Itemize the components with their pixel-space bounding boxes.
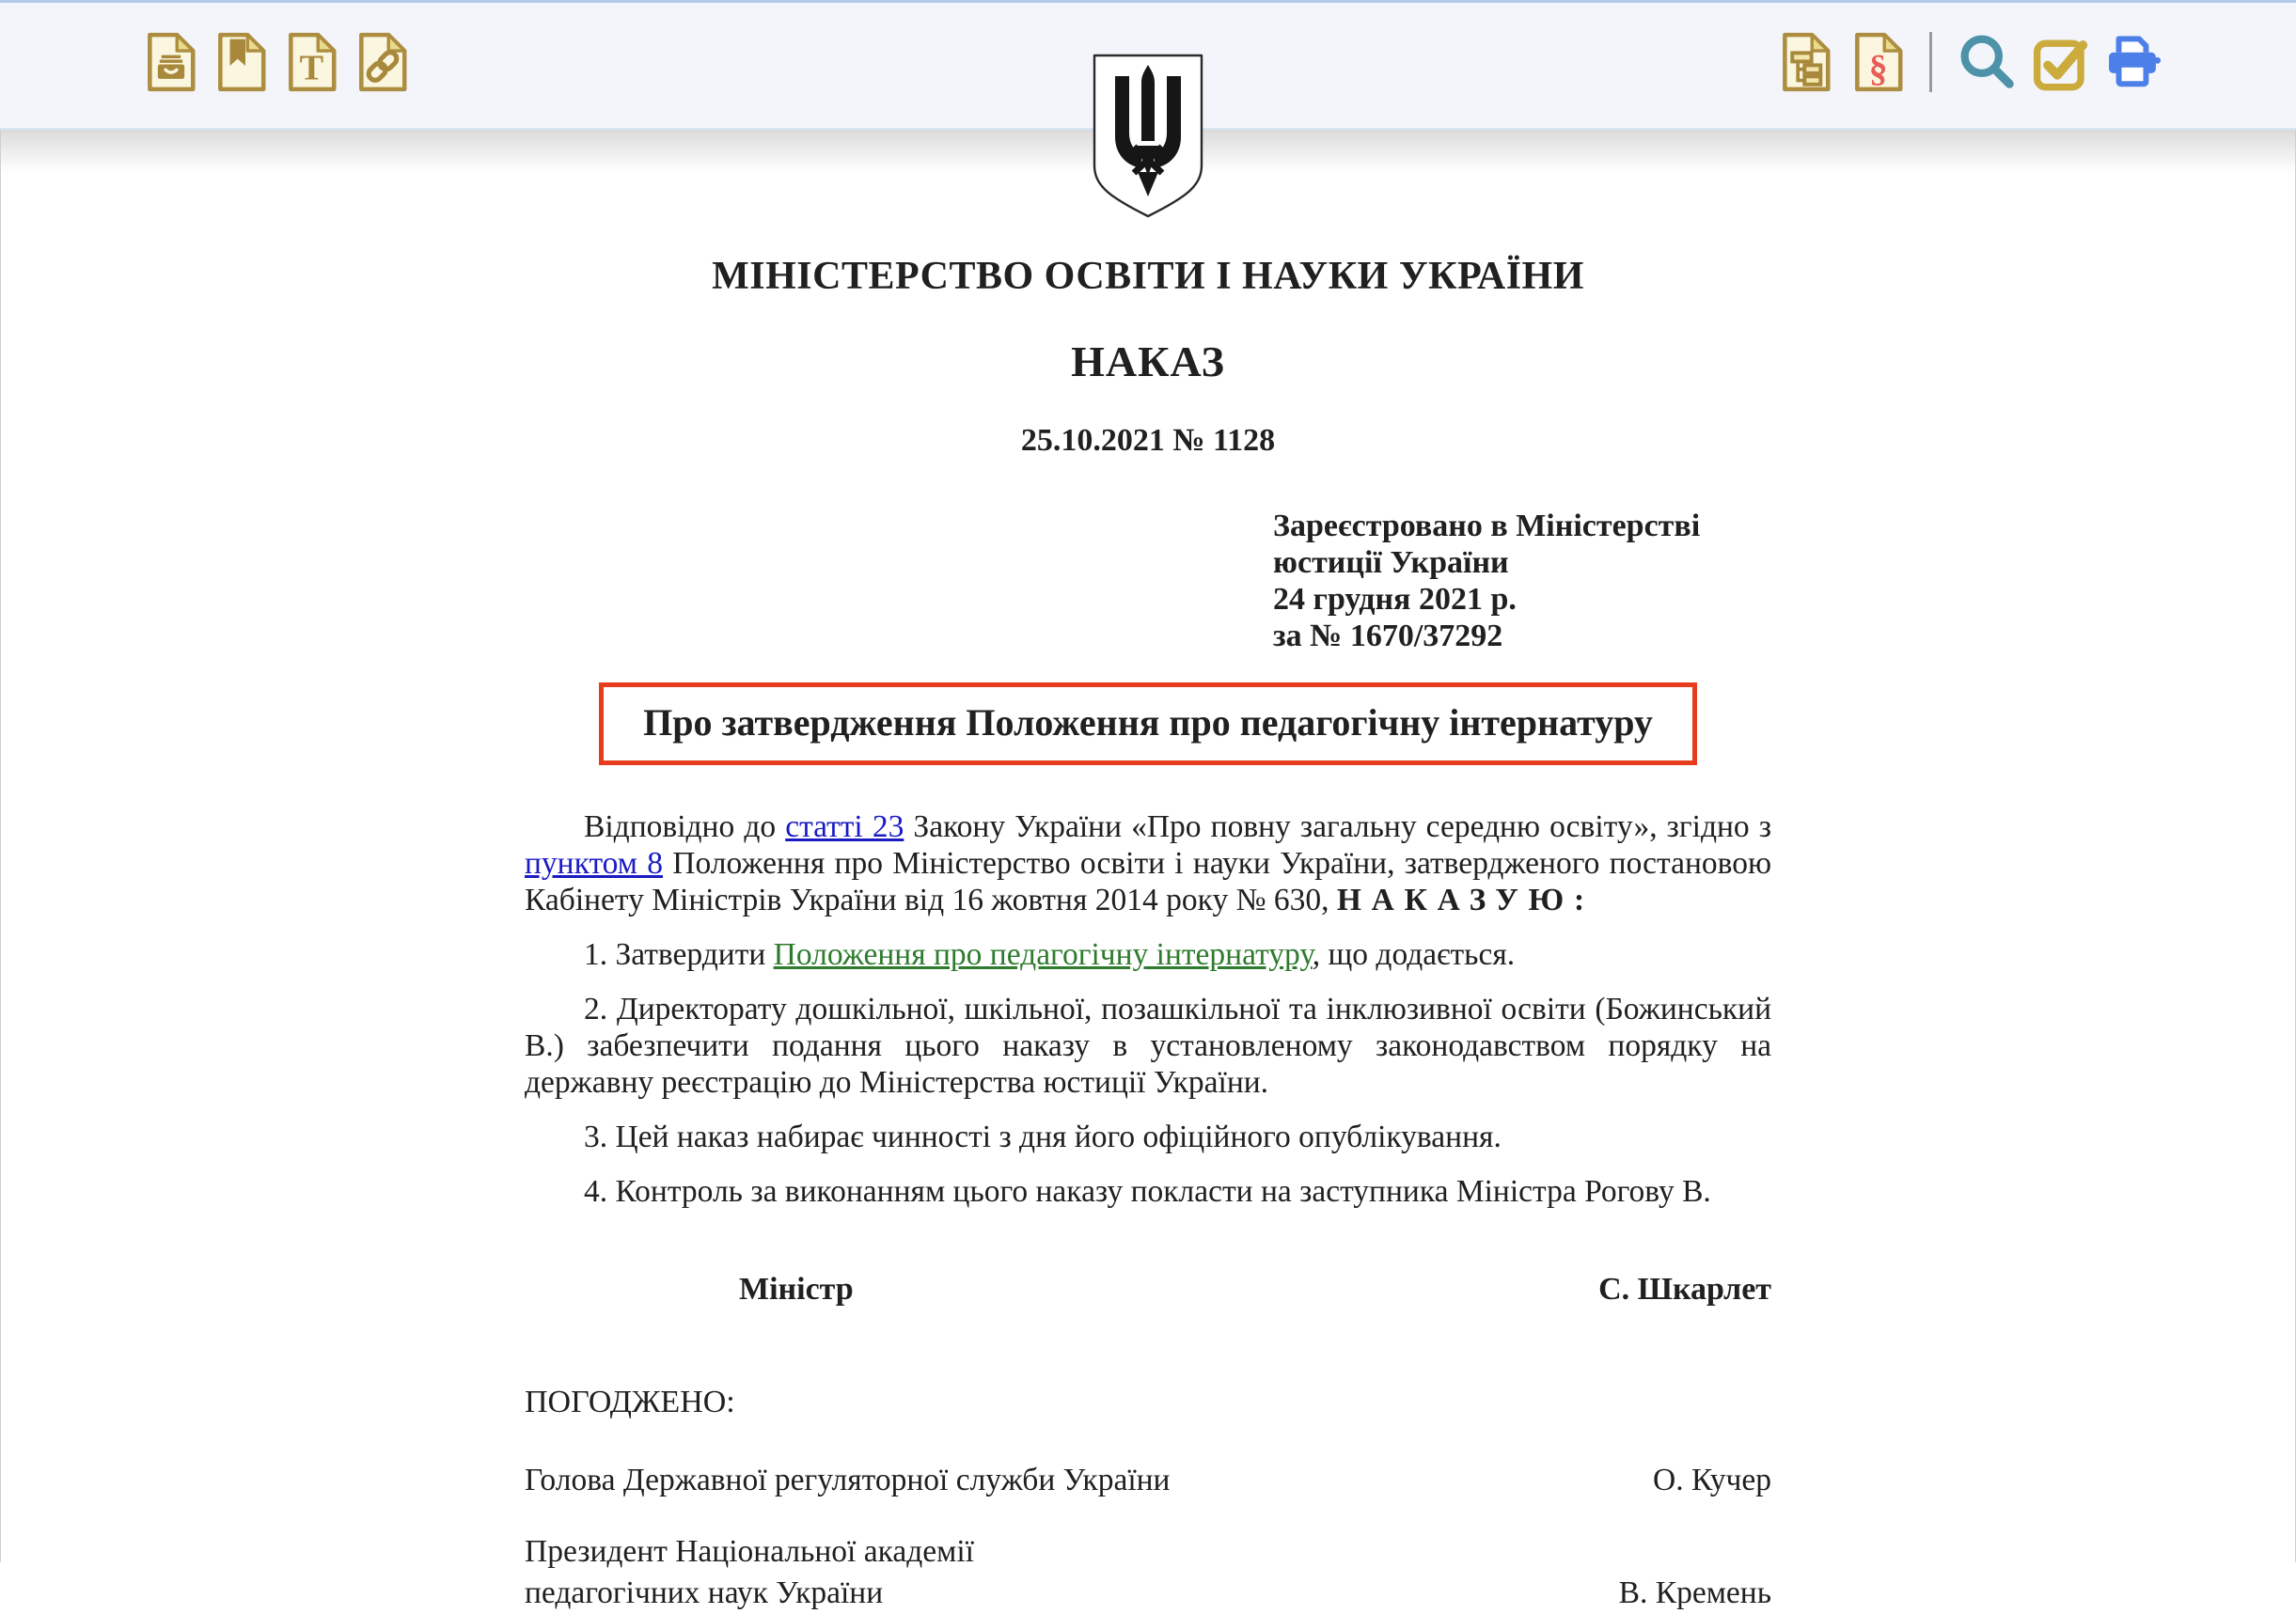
document-title-highlight-box xyxy=(599,682,1697,765)
search-icon[interactable] xyxy=(1956,30,2020,94)
link-article-23[interactable]: статті 23 xyxy=(785,809,904,844)
signature-row xyxy=(525,1531,1771,1614)
signer-title-line: Президент Національної академії xyxy=(525,1534,974,1569)
minister-signature-row xyxy=(525,1272,1771,1308)
registration-line: Зареєстровано в Міністерстві xyxy=(1273,509,1701,543)
registration-line: юстиції України xyxy=(1273,545,1509,580)
paragraph-preamble xyxy=(525,808,1771,918)
registration-line: 24 грудня 2021 р. xyxy=(1273,582,1517,617)
paragraph-text: 1. Затвердити xyxy=(584,937,774,972)
document-date-number: 25.10.2021 № 1128 xyxy=(1020,423,1276,458)
order-word: НАКАЗУЮ: xyxy=(1336,883,1595,917)
paragraph-item-1 xyxy=(525,936,1771,973)
agreed-label: ПОГОДЖЕНО: xyxy=(525,1385,735,1419)
minister-name: С. Шкарлет xyxy=(1598,1272,1771,1307)
text-document-icon[interactable] xyxy=(280,30,344,94)
signature-row xyxy=(525,1460,1771,1501)
bookmark-document-icon[interactable] xyxy=(210,30,274,94)
archive-document-icon[interactable] xyxy=(139,30,203,94)
paragraph-text: Положення про Міністерство освіти і науки України, затвердженого постановою Кабінету Міністрів України від 16 жовтня 2014 року № 630, xyxy=(525,846,1771,917)
signer-name: О. Кучер xyxy=(1653,1463,1771,1497)
ministry-name: МІНІСТЕРСТВО ОСВІТИ І НАУКИ УКРАЇНИ xyxy=(712,255,1584,298)
paragraph-document-icon[interactable] xyxy=(1847,30,1911,94)
signer-title: Голова Державної регуляторної служби України xyxy=(525,1463,1171,1497)
paragraph-item-2: 2. Директорату дошкільної, шкільної, позашкільної та інклюзивної освіти (Божинський В.) забезпечити подання цього наказу в установленому законодавством порядку на державну реєстрацію до Міністерства юстиції України. xyxy=(525,992,1771,1100)
toolbar-right-group xyxy=(1766,30,2164,94)
svg-text:§: § xyxy=(1868,47,1888,89)
paragraph-text: Закону України «Про повну загальну середню освіту», згідно з xyxy=(904,809,1772,844)
signer-title-line: педагогічних наук України xyxy=(525,1575,884,1610)
signer-name: В. Кремень xyxy=(1618,1575,1771,1610)
link-document-icon[interactable] xyxy=(351,30,415,94)
document-type: НАКАЗ xyxy=(1071,337,1225,385)
document-content xyxy=(525,130,1771,1614)
document-body xyxy=(525,808,1771,1210)
checkbox-icon[interactable] xyxy=(2028,30,2092,94)
paragraph-text: Відповідно до xyxy=(584,809,786,844)
registration-block xyxy=(1273,508,1771,654)
ukraine-trident-emblem xyxy=(1093,54,1203,219)
structure-document-icon[interactable] xyxy=(1774,30,1838,94)
minister-title: Міністр xyxy=(739,1272,854,1307)
toolbar-divider xyxy=(1929,32,1932,92)
signer-title xyxy=(525,1531,974,1614)
toolbar-left-group xyxy=(139,30,421,94)
document-title: Про затвердження Положення про педагогічну інтернатуру xyxy=(643,701,1653,744)
link-point-8[interactable]: пунктом 8 xyxy=(525,846,663,881)
registration-line: за № 1670/37292 xyxy=(1273,619,1503,653)
svg-text:T: T xyxy=(299,48,324,88)
link-regulation-internship[interactable]: Положення про педагогічну інтернатуру xyxy=(773,937,1313,972)
paragraph-item-4: 4. Контроль за виконанням цього наказу покласти на заступника Міністра Рогову В. xyxy=(584,1174,1711,1209)
paragraph-text: , що додається. xyxy=(1312,937,1516,972)
paragraph-item-3: 3. Цей наказ набирає чинності з дня його офіційного опублікування. xyxy=(584,1120,1502,1154)
print-icon[interactable] xyxy=(2100,30,2164,94)
